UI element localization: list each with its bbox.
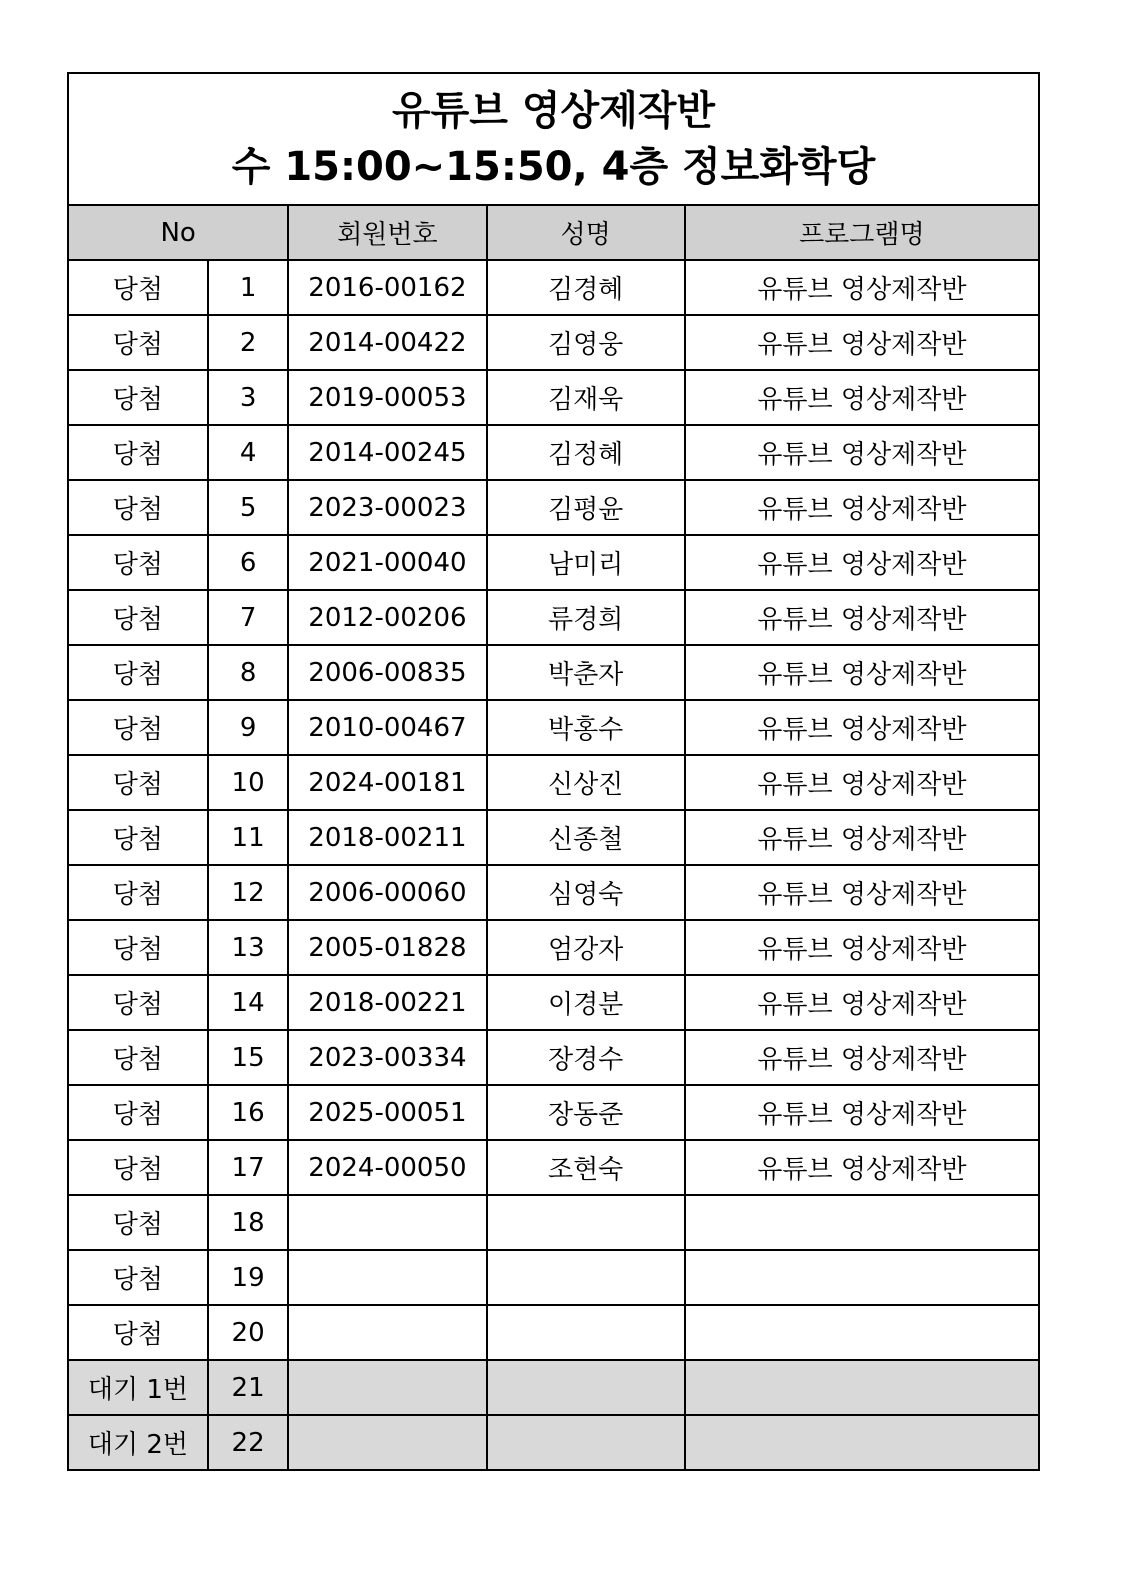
member-id-cell: 2006-00835 [288, 645, 486, 700]
table-row [68, 755, 1039, 810]
member-id-cell: 2024-00050 [288, 1140, 486, 1195]
number-cell: 6 [208, 535, 288, 590]
table-row [68, 1030, 1039, 1085]
status-cell: 당첨 [68, 1305, 208, 1360]
status-cell: 당첨 [68, 535, 208, 590]
title-schedule: 수 15:00~15:50, 4층 정보화학당 [231, 144, 876, 190]
number-cell: 2 [208, 315, 288, 370]
status-cell: 당첨 [68, 645, 208, 700]
program-cell: 유튜브 영상제작반 [685, 865, 1039, 920]
number-cell: 21 [208, 1360, 288, 1415]
program-cell: 유튜브 영상제작반 [685, 755, 1039, 810]
lottery-result-table [67, 72, 1040, 1471]
header-name: 성명 [487, 205, 685, 260]
name-cell: 김영웅 [487, 315, 685, 370]
status-cell: 당첨 [68, 700, 208, 755]
name-cell: 류경희 [487, 590, 685, 645]
member-id-cell: 2014-00245 [288, 425, 486, 480]
table-row [68, 645, 1039, 700]
number-cell: 16 [208, 1085, 288, 1140]
status-cell: 당첨 [68, 315, 208, 370]
name-cell: 남미리 [487, 535, 685, 590]
table-row [68, 1360, 1039, 1415]
program-cell: 유튜브 영상제작반 [685, 975, 1039, 1030]
status-cell: 대기 2번 [68, 1415, 208, 1470]
member-id-cell: 2023-00334 [288, 1030, 486, 1085]
program-cell [685, 1195, 1039, 1250]
number-cell: 22 [208, 1415, 288, 1470]
table-body [68, 260, 1039, 1470]
program-cell: 유튜브 영상제작반 [685, 1085, 1039, 1140]
header-row [68, 205, 1039, 260]
number-cell: 17 [208, 1140, 288, 1195]
table-row [68, 1140, 1039, 1195]
number-cell: 4 [208, 425, 288, 480]
name-cell: 장경수 [487, 1030, 685, 1085]
name-cell: 심영숙 [487, 865, 685, 920]
table-row [68, 535, 1039, 590]
number-cell: 14 [208, 975, 288, 1030]
program-cell: 유튜브 영상제작반 [685, 370, 1039, 425]
number-cell: 8 [208, 645, 288, 700]
program-cell [685, 1360, 1039, 1415]
table-row [68, 1305, 1039, 1360]
member-id-cell: 2014-00422 [288, 315, 486, 370]
status-cell: 당첨 [68, 1140, 208, 1195]
header-program: 프로그램명 [685, 205, 1039, 260]
status-cell: 당첨 [68, 755, 208, 810]
table-row [68, 810, 1039, 865]
member-id-cell: 2010-00467 [288, 700, 486, 755]
program-cell: 유튜브 영상제작반 [685, 1030, 1039, 1085]
number-cell: 9 [208, 700, 288, 755]
name-cell: 김재욱 [487, 370, 685, 425]
name-cell [487, 1360, 685, 1415]
program-cell: 유튜브 영상제작반 [685, 1140, 1039, 1195]
member-id-cell: 2005-01828 [288, 920, 486, 975]
status-cell: 당첨 [68, 1030, 208, 1085]
name-cell: 엄강자 [487, 920, 685, 975]
table-row [68, 1195, 1039, 1250]
table-row [68, 315, 1039, 370]
status-cell: 당첨 [68, 480, 208, 535]
name-cell: 조현숙 [487, 1140, 685, 1195]
member-id-cell [288, 1415, 486, 1470]
header-member-id: 회원번호 [288, 205, 486, 260]
status-cell: 당첨 [68, 920, 208, 975]
status-cell: 당첨 [68, 810, 208, 865]
table-row [68, 1415, 1039, 1470]
program-cell: 유튜브 영상제작반 [685, 260, 1039, 315]
status-cell: 당첨 [68, 590, 208, 645]
name-cell: 신종철 [487, 810, 685, 865]
program-cell [685, 1250, 1039, 1305]
program-cell: 유튜브 영상제작반 [685, 535, 1039, 590]
table-row [68, 1085, 1039, 1140]
program-cell: 유튜브 영상제작반 [685, 920, 1039, 975]
table-row [68, 700, 1039, 755]
member-id-cell [288, 1360, 486, 1415]
program-cell: 유튜브 영상제작반 [685, 810, 1039, 865]
table-row [68, 425, 1039, 480]
program-cell [685, 1415, 1039, 1470]
member-id-cell: 2018-00221 [288, 975, 486, 1030]
table-row [68, 865, 1039, 920]
name-cell [487, 1415, 685, 1470]
name-cell: 김정혜 [487, 425, 685, 480]
number-cell: 19 [208, 1250, 288, 1305]
status-cell: 당첨 [68, 975, 208, 1030]
number-cell: 15 [208, 1030, 288, 1085]
header-no: No [68, 205, 288, 260]
status-cell: 당첨 [68, 1085, 208, 1140]
name-cell: 박홍수 [487, 700, 685, 755]
table-row [68, 480, 1039, 535]
member-id-cell: 2019-00053 [288, 370, 486, 425]
name-cell: 신상진 [487, 755, 685, 810]
table-row [68, 590, 1039, 645]
number-cell: 20 [208, 1305, 288, 1360]
status-cell: 당첨 [68, 1195, 208, 1250]
member-id-cell: 2024-00181 [288, 755, 486, 810]
number-cell: 7 [208, 590, 288, 645]
member-id-cell [288, 1250, 486, 1305]
number-cell: 1 [208, 260, 288, 315]
member-id-cell [288, 1305, 486, 1360]
name-cell: 이경분 [487, 975, 685, 1030]
program-cell: 유튜브 영상제작반 [685, 700, 1039, 755]
table-row [68, 975, 1039, 1030]
status-cell: 당첨 [68, 370, 208, 425]
program-cell [685, 1305, 1039, 1360]
title-cell [68, 73, 1039, 205]
program-cell: 유튜브 영상제작반 [685, 315, 1039, 370]
table-row [68, 260, 1039, 315]
status-cell: 당첨 [68, 425, 208, 480]
status-cell: 당첨 [68, 260, 208, 315]
member-id-cell: 2021-00040 [288, 535, 486, 590]
number-cell: 5 [208, 480, 288, 535]
number-cell: 3 [208, 370, 288, 425]
member-id-cell: 2025-00051 [288, 1085, 486, 1140]
name-cell [487, 1305, 685, 1360]
member-id-cell [288, 1195, 486, 1250]
member-id-cell: 2006-00060 [288, 865, 486, 920]
name-cell: 장동준 [487, 1085, 685, 1140]
name-cell [487, 1195, 685, 1250]
number-cell: 12 [208, 865, 288, 920]
program-cell: 유튜브 영상제작반 [685, 480, 1039, 535]
number-cell: 11 [208, 810, 288, 865]
program-cell: 유튜브 영상제작반 [685, 645, 1039, 700]
number-cell: 10 [208, 755, 288, 810]
table-row [68, 370, 1039, 425]
name-cell: 김평윤 [487, 480, 685, 535]
member-id-cell: 2023-00023 [288, 480, 486, 535]
name-cell: 박춘자 [487, 645, 685, 700]
name-cell: 김경혜 [487, 260, 685, 315]
status-cell: 당첨 [68, 865, 208, 920]
program-cell: 유튜브 영상제작반 [685, 590, 1039, 645]
status-cell: 대기 1번 [68, 1360, 208, 1415]
member-id-cell: 2016-00162 [288, 260, 486, 315]
name-cell [487, 1250, 685, 1305]
member-id-cell: 2018-00211 [288, 810, 486, 865]
number-cell: 13 [208, 920, 288, 975]
lottery-result-sheet [67, 72, 1040, 1471]
table-row [68, 1250, 1039, 1305]
title-program: 유튜브 영상제작반 [391, 88, 716, 134]
status-cell: 당첨 [68, 1250, 208, 1305]
program-cell: 유튜브 영상제작반 [685, 425, 1039, 480]
number-cell: 18 [208, 1195, 288, 1250]
member-id-cell: 2012-00206 [288, 590, 486, 645]
table-row [68, 920, 1039, 975]
